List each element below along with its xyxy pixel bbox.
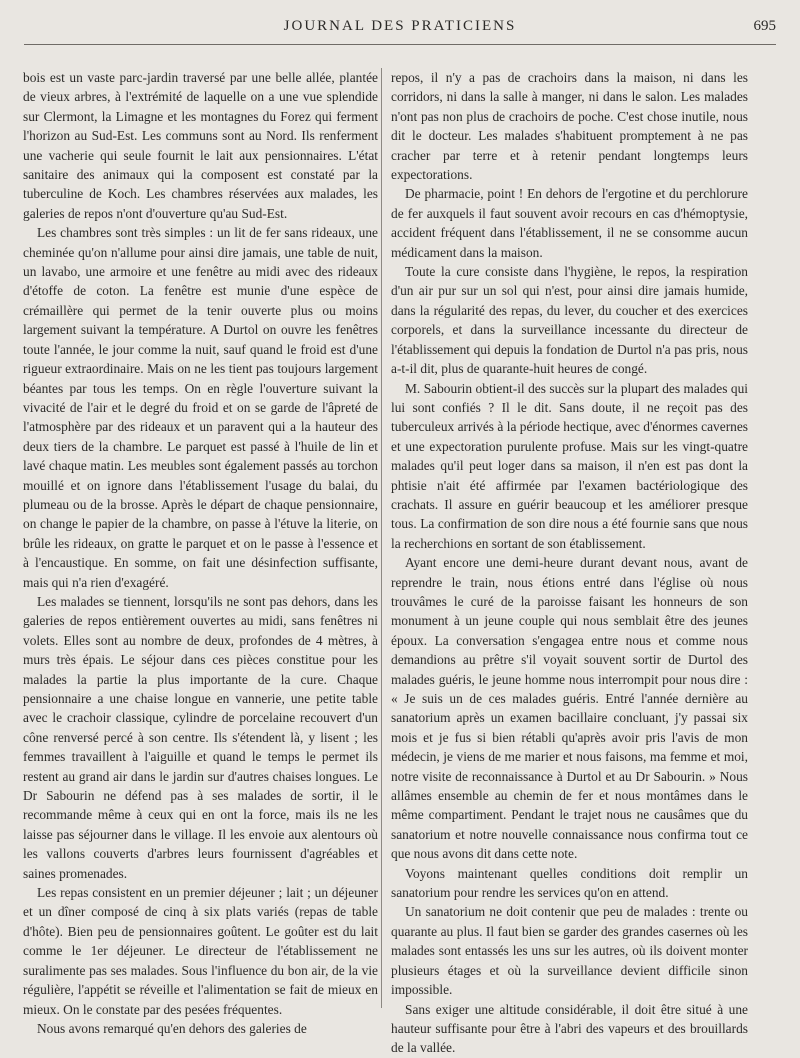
paragraph: M. Sabourin obtient-il des succès sur la plupart des malades qui lui sont confiés ? Il le dit. Sans doute, il ne reçoit pas des tuberculeux arrivés à la période hectique, avec d'énormes cavernes et une expectoration purulente profuse. Mais sur les vingt-quatre malades qu'il peut loger dans sa maison, il n'en est pas dont la phtisie n'ait été affirmée par l'examen bactériologique des crachats. Il assure en guérir beaucoup et les améliorer presque tous. La confirmation de son dire nous a été fournie sans que nous la recherchions en sortant de son établissement. <box>391 380 748 551</box>
paragraph: Un sanatorium ne doit contenir que peu de malades : trente ou quarante au plus. Il faut bien se garder des grandes casernes où les malades sont entassés les uns sur les autres, où ils doivent monter plusieurs étages et où la surveillance devient difficile sinon impossible. <box>391 904 748 998</box>
paragraph: bois est un vaste parc-jardin traversé par une belle allée, plantée de vieux arbres, à l'extrémité de laquelle on a une vue splendide sur Clermont, la Limagne et les montagnes du Forez qui ferment l'horizon au Sud-Est. Les communs sont au Nord. Ils renferment une vacherie qui seule fournit le lait aux pensionnaires. L'état sanitaire des animaux qui la composent est constaté par la tuberculine de Koch. Les chambres réservées aux malades, les galeries de repos n'ont d'ouverture qu'au Sud-Est. <box>23 70 378 221</box>
paragraph: Ayant encore une demi-heure durant devant nous, avant de reprendre le train, nous étions entré dans l'église où nous trouvâmes le curé de la paroisse faisant les honneurs de son monument à un jeune couple qui nous semblait être des jeunes époux. La conversation s'engagea entre nous et comme nous demandions au prêtre s'il voyait souvent sortir de Durtol des malades guéris, le jeune homme nous interrompit pour nous dire : « Je suis un de ces malades guéris. Entré l'année dernière au sanatorium après un examen bacillaire concluant, j'y passai six mois et je fus si bien rétabli qu'après avoir pris l'avis de mon médecin, je viens de me marier et nous faisons, ma femme et moi, notre visite de reconnaissance à Durtol et au Dr Sabourin. » Nous allâmes ensemble au chemin de fer et nous montâmes dans le même compartiment. Pendant le trajet nous ne causâmes que du sanatorium et notre nouvelle connaissance nous confirma tout ce que nous avons dit dans cette note. <box>391 555 748 862</box>
paragraph: Les repas consistent en un premier déjeuner ; lait ; un déjeuner et un dîner composé de cinq à six plats variés (repas de table d'hôte). Bien peu de pensionnaires goûtent. Le goûter est du lait comme le 1er déjeuner. Le directeur de l'établissement ne suralimente pas ses malades. Sous l'influence du bon air, de la vie régulière, l'appétit se réveille et l'alimentation se fait de mieux en mieux. On le constate par des pesées fréquentes. <box>23 885 378 1017</box>
paragraph: Les chambres sont très simples : un lit de fer sans rideaux, une cheminée qu'on n'allume pour ainsi dire jamais, une table de nuit, un lavabo, une armoire et une fenêtre au midi avec des rideaux d'étoffe de coton. La fenêtre est munie d'une espèce de crémaillère qui permet de la tenir ouverte plus ou moins largement suivant la température. A Durtol on ouvre les fenêtres toute l'année, le jour comme la nuit, sauf quand le froid est d'une rigueur extraordinaire. Mais on ne les tient pas toujours largement béantes par tous les temps. On en règle l'ouverture suivant la vivacité de l'air et le degré du froid et on se garde de l'âpreté de l'atmosphère par des rideaux et un paravent qui a la hauteur des deux tiers de la chambre. Le parquet est passé à l'huile de lin et lavé chaque matin. Les meubles sont également passés au torchon mouillé et on ignore dans l'établissement l'usage du balai, du plumeau ou de la brosse. Après le départ de chaque pensionnaire, on change le papier de la chambre, on passe à l'étuve la literie, on brûle les rideaux, on gratte le parquet et on le passe à l'essence et à l'encaustique. En somme, on fait une désinfection suffisante, mais qui n'a rien d'exagéré. <box>23 225 378 590</box>
paragraph: repos, il n'y a pas de crachoirs dans la maison, ni dans les corridors, ni dans la salle à manger, ni dans le salon. Les malades n'ont pas non plus de crachoirs de poche. C'est chose inutile, nous dit le docteur. Les malades s'habituent promptement à ne pas cracher par terre et à retenir pendant longtemps leurs expectorations. <box>391 70 748 183</box>
paragraph: Les malades se tiennent, lorsqu'ils ne sont pas dehors, dans les galeries de repos entièrement ouvertes au midi, sans fenêtres ni volets. Elles sont au nombre de deux, profondes de 4 mètres, à murs très épais. Le séjour dans ces pièces constitue pour les malades la partie la plus importante de la cure. Chaque pensionnaire a une chaise longue en vannerie, une petite table avec le crachoir classique, cylindre de porcelaine recouvert d'un cône renversé percé à son centre. Ils s'étendent là, y lisent ; les femmes travaillent à l'aiguille et quand le temps le permet ils restent au grand air dans le jardin sur d'autres chaises longues. Le Dr Sabourin ne défend pas à ses malades de sortir, il le recommande même à ceux qui en ont la force, mais ils ne les laisse pas séjourner dans le village. Il les envoie aux alentours où les vallons couverts d'arbres leurs fournissent d'agréables et saines promenades. <box>23 593 378 881</box>
page-number: 695 <box>753 18 776 34</box>
paragraph: Nous avons remarqué qu'en dehors des galeries de <box>37 1020 307 1036</box>
left-column <box>23 68 378 1038</box>
journal-title: JOURNAL DES PRATICIENS <box>283 18 517 34</box>
column-divider <box>381 68 382 1008</box>
right-column <box>391 68 748 1058</box>
paragraph: De pharmacie, point ! En dehors de l'ergotine et du perchlorure de fer auxquels il faut souvent avoir recours en cas d'hémoptysie, accident fréquent dans l'établissement, il ne se consomme aucun médicament dans la maison. <box>391 186 748 260</box>
paragraph: Toute la cure consiste dans l'hygiène, le repos, la respiration d'un air pur sur un sol qui n'est, pour ainsi dire jamais humide, dans la régularité des repas, du lever, du coucher et des exercices corporels, et dans la surveillance incessante du directeur de l'établissement qui depuis la fondation de Durtol n'a pas pris, nous a-t-il dit, plus de quarante-huit heures de congé. <box>391 264 748 377</box>
running-header <box>24 18 776 45</box>
paragraph: Voyons maintenant quelles conditions doit remplir un sanatorium pour rendre les services qu'on en attend. <box>391 865 748 901</box>
paragraph: Sans exiger une altitude considérable, il doit être situé à une hauteur suffisante pour être à l'abri des vapeurs et des brouillards de la vallée. <box>391 1001 748 1056</box>
